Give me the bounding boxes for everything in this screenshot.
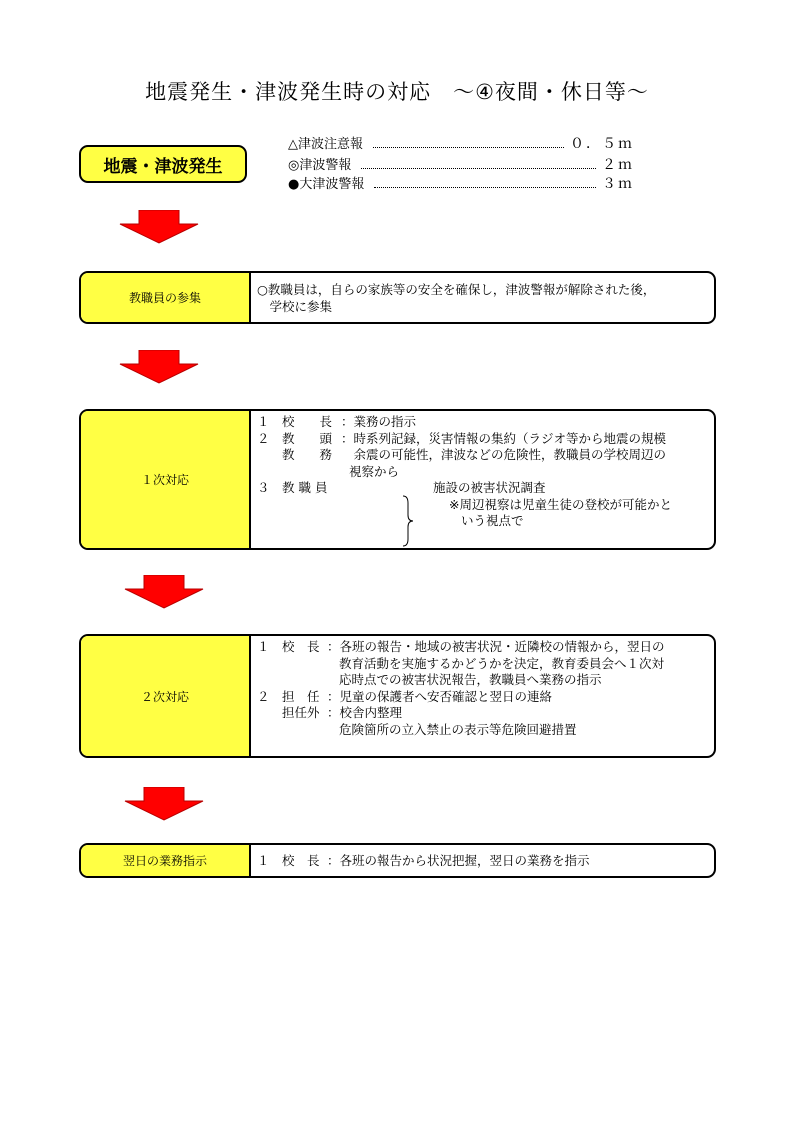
start-event-box bbox=[79, 145, 247, 183]
content-line bbox=[257, 480, 710, 497]
step-label: 教職員の参集 bbox=[81, 273, 251, 322]
content-line: 学校に参集 bbox=[257, 298, 333, 314]
content-line: いう視点で bbox=[461, 513, 524, 528]
step-label: ２次対応 bbox=[81, 636, 251, 756]
role-text: ：各班の報告・地域の被害状況・近隣校の情報から，翌日の bbox=[327, 639, 665, 654]
down-arrow-icon bbox=[124, 575, 204, 609]
legend-row-major-warning bbox=[288, 176, 634, 193]
legend-label: ◎津波警報 bbox=[288, 158, 352, 173]
step-second-response bbox=[79, 634, 716, 758]
step-next-day-instructions bbox=[79, 843, 716, 878]
step-content bbox=[251, 411, 714, 548]
role-text: ：各班の報告から状況把握，翌日の業務を指示 bbox=[327, 853, 590, 868]
legend-row-warning bbox=[288, 157, 634, 174]
down-arrow-icon bbox=[119, 350, 199, 384]
content-line: 危険箇所の立入禁止の表示等危険回避措置 bbox=[339, 721, 577, 737]
content-line bbox=[257, 414, 710, 431]
content-line bbox=[257, 853, 710, 870]
page-title: 地震発生・津波発生時の対応 ～④夜間・休日等～ bbox=[145, 80, 649, 104]
role-label: １ 校 長 bbox=[257, 639, 320, 654]
role-label: 教 務 bbox=[257, 447, 333, 462]
role-label: ２ 教 頭 bbox=[257, 430, 333, 446]
role-text: ：児童の保護者へ安否確認と翌日の連絡 bbox=[327, 688, 553, 704]
content-line: 応時点での被害状況報告，教職員へ業務の指示 bbox=[339, 672, 602, 687]
down-arrow-icon bbox=[119, 210, 199, 244]
content-line bbox=[257, 431, 710, 448]
step-first-response bbox=[79, 409, 716, 550]
content-line: ※周辺視察は児童生徒の登校が可能かと bbox=[449, 496, 672, 512]
step-content bbox=[251, 273, 714, 322]
legend-value: ３ｍ bbox=[602, 176, 634, 192]
role-label: ２ 担 任 bbox=[257, 688, 320, 704]
role-text: ：時系列記録，災害情報の集約（ラジオ等から地震の規模 bbox=[341, 430, 667, 446]
role-label: １ 校 長 bbox=[257, 414, 333, 429]
legend-value: ０．５ｍ bbox=[570, 136, 634, 152]
role-text: 施設の被害状況調査 bbox=[433, 480, 546, 495]
role-label: 担任外 bbox=[257, 705, 320, 720]
content-line bbox=[257, 447, 710, 464]
legend-dots bbox=[374, 187, 596, 188]
content-line bbox=[257, 639, 710, 656]
step-label: 翌日の業務指示 bbox=[81, 845, 251, 876]
content-line: ○教職員は，自らの家族等の安全を確保し，津波警報が解除された後， bbox=[257, 282, 656, 297]
role-label: ３ 教 職 員 bbox=[257, 480, 328, 495]
legend-value: ２ｍ bbox=[602, 157, 634, 173]
role-label: １ 校 長 bbox=[257, 853, 320, 868]
legend-label: ●大津波警報 bbox=[288, 177, 365, 192]
legend-dots bbox=[361, 168, 596, 169]
step-staff-assembly bbox=[79, 271, 716, 324]
start-event-label: 地震・津波発生 bbox=[103, 156, 223, 177]
role-text: ：業務の指示 bbox=[341, 414, 417, 429]
step-label: １次対応 bbox=[81, 411, 251, 548]
legend-dots bbox=[373, 147, 564, 148]
content-line: 教育活動を実施するかどうかを決定，教育委員会へ１次対 bbox=[339, 655, 665, 671]
content-line bbox=[257, 689, 710, 706]
brace-icon bbox=[401, 495, 415, 547]
legend-label: △津波注意報 bbox=[288, 137, 363, 152]
down-arrow-icon bbox=[124, 787, 204, 821]
step-content bbox=[251, 845, 714, 876]
role-text: 余震の可能性，津波などの危険性，教職員の学校周辺の bbox=[341, 447, 667, 462]
content-line bbox=[257, 705, 710, 722]
legend-row-advisory bbox=[288, 136, 634, 153]
role-text: ：校舎内整理 bbox=[327, 705, 403, 720]
content-line: 視察から bbox=[349, 463, 400, 479]
step-content bbox=[251, 636, 714, 756]
